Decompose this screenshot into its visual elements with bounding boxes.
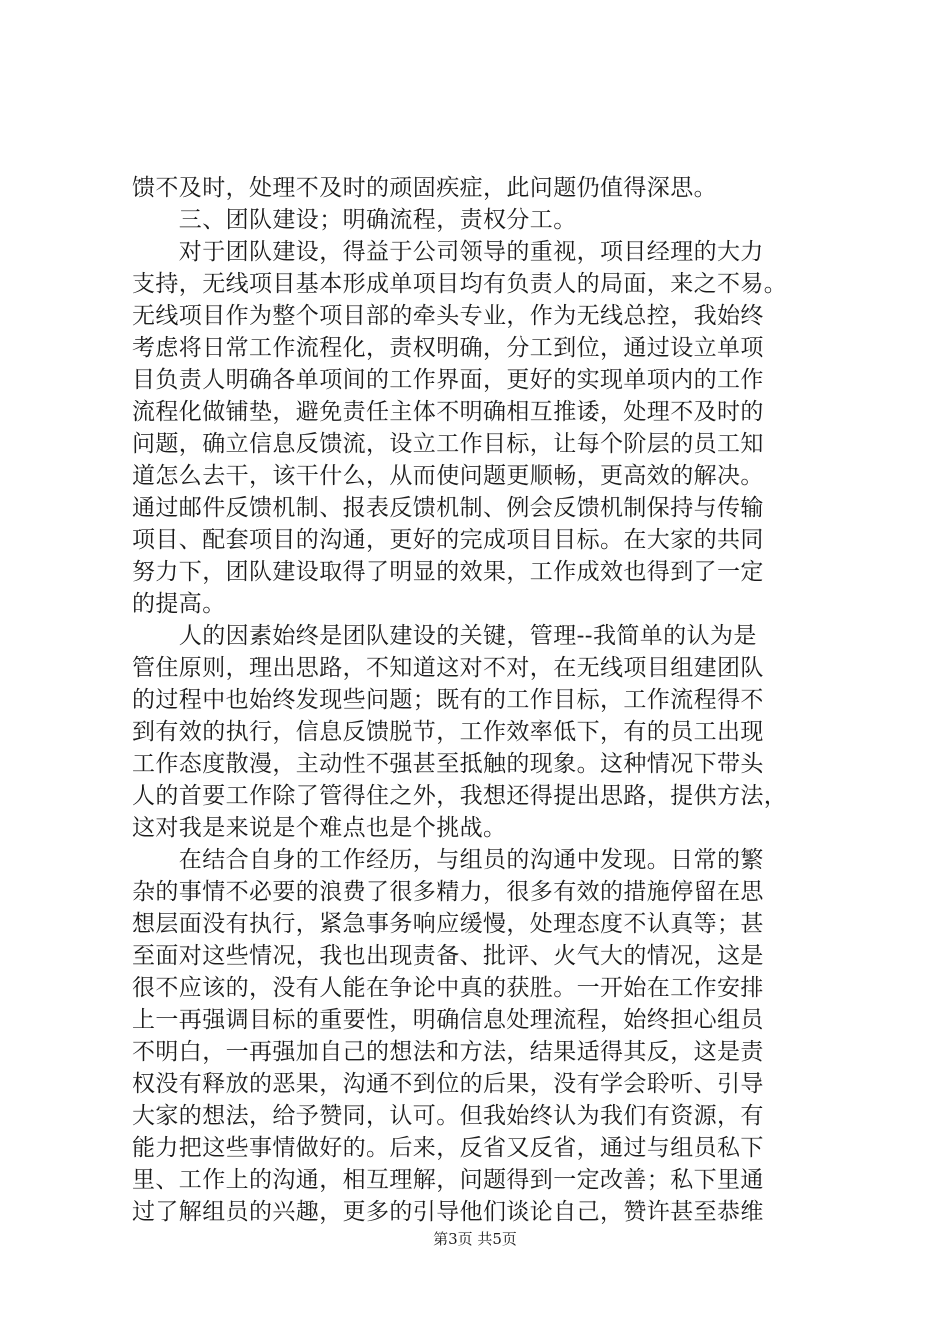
text-line: 到有效的执行，信息反馈脱节，工作效率低下，有的员工出现	[132, 719, 764, 745]
text-line: 上一再强调目标的重要性，明确信息处理流程，始终担心组员	[132, 1007, 764, 1033]
section-heading: 三、团队建设；明确流程，责权分工。	[132, 207, 577, 233]
text-line: 目负责人明确各单项间的工作界面，更好的实现单项内的工作	[132, 367, 764, 393]
text-line: 馈不及时，处理不及时的顽固疾症，此问题仍值得深思。	[132, 175, 717, 201]
text-line: 工作态度散漫，主动性不强甚至抵触的现象。这种情况下带头	[132, 751, 764, 777]
text-line: 能力把这些事情做好的。后来，反省又反省，通过与组员私下	[132, 1135, 764, 1161]
text-line: 大家的想法，给予赞同，认可。但我始终认为我们有资源，有	[132, 1103, 764, 1129]
text-line: 人的因素始终是团队建设的关键，管理--我简单的认为是	[132, 623, 757, 649]
text-line: 通过邮件反馈机制、报表反馈机制、例会反馈机制保持与传输	[132, 495, 764, 521]
text-line: 权没有释放的恶果，沟通不到位的后果，没有学会聆听、引导	[132, 1071, 764, 1097]
text-line: 支持，无线项目基本形成单项目均有负责人的局面，来之不易。	[132, 271, 788, 297]
text-line: 想层面没有执行，紧急事务响应缓慢，处理态度不认真等；甚	[132, 911, 764, 937]
text-line: 很不应该的，没有人能在争论中真的获胜。一开始在工作安排	[132, 975, 764, 1001]
text-line: 项目、配套项目的沟通，更好的完成项目目标。在大家的共同	[132, 527, 764, 553]
text-line: 这对我是来说是个难点也是个挑战。	[132, 815, 507, 841]
text-line: 无线项目作为整个项目部的牵头专业，作为无线总控，我始终	[132, 303, 764, 329]
document-body	[132, 172, 837, 1228]
text-line: 对于团队建设，得益于公司领导的重视，项目经理的大力	[132, 239, 764, 265]
text-line: 不明白，一再强加自己的想法和方法，结果适得其反，这是责	[132, 1039, 764, 1065]
text-line: 问题，确立信息反馈流，设立工作目标，让每个阶层的员工知	[132, 431, 764, 457]
page-number-footer: 第3页 共5页	[433, 1230, 517, 1248]
text-line: 至面对这些情况，我也出现责备、批评、火气大的情况，这是	[132, 943, 764, 969]
text-line: 流程化做铺垫，避免责任主体不明确相互推诿，处理不及时的	[132, 399, 764, 425]
text-line: 努力下，团队建设取得了明显的效果，工作成效也得到了一定	[132, 559, 764, 585]
text-line: 杂的事情不必要的浪费了很多精力，很多有效的措施停留在思	[132, 879, 764, 905]
text-line: 过了解组员的兴趣，更多的引导他们谈论自己，赞许甚至恭维	[132, 1199, 764, 1225]
text-line: 的提高。	[132, 591, 226, 617]
text-line: 道怎么去干，该干什么，从而使问题更顺畅，更高效的解决。	[132, 463, 764, 489]
text-line: 在结合自身的工作经历，与组员的沟通中发现。日常的繁	[132, 847, 764, 873]
text-line: 的过程中也始终发现些问题；既有的工作目标，工作流程得不	[132, 687, 764, 713]
text-line: 管住原则，理出思路，不知道这对不对，在无线项目组建团队	[132, 655, 764, 681]
text-line: 人的首要工作除了管得住之外，我想还得提出思路，提供方法，	[132, 783, 788, 809]
text-line: 里、工作上的沟通，相互理解，问题得到一定改善；私下里通	[132, 1167, 764, 1193]
text-line: 考虑将日常工作流程化，责权明确，分工到位，通过设立单项	[132, 335, 764, 361]
